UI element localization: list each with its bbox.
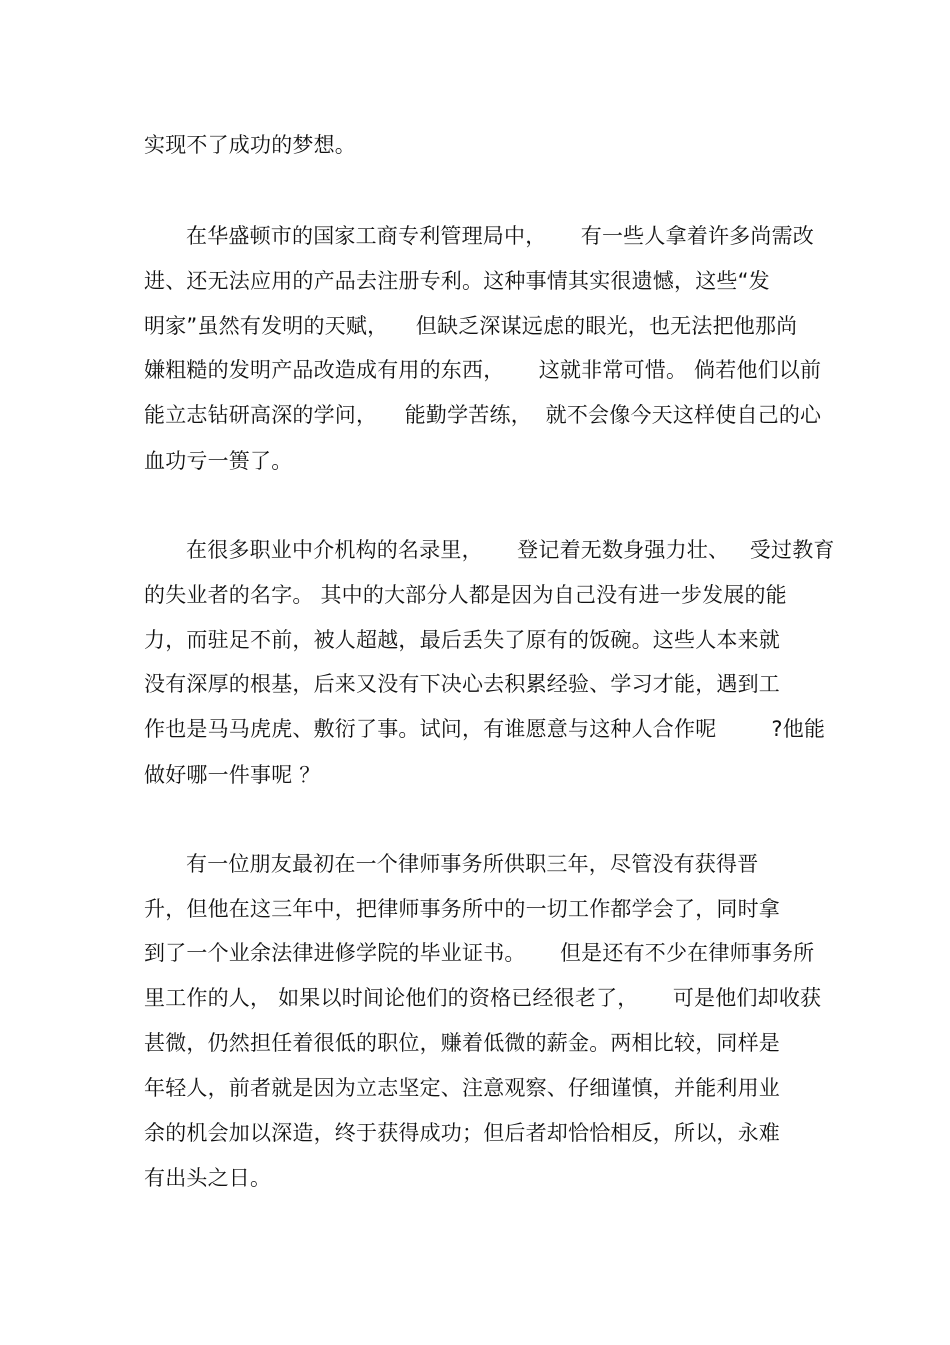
text-line: 能立志钻研高深的学问， 能勤学苦练， 就不会像今天这样使自己的心 — [144, 403, 822, 427]
text-line: 年轻人，前者就是因为立志坚定、注意观察、仔细谨慎，并能利用业 — [144, 1076, 780, 1100]
text-line: 嫌粗糙的发明产品改造成有用的东西， 这就非常可惜。 倘若他们以前 — [144, 358, 822, 382]
text-line: 做好哪一件事呢 ？ — [144, 763, 321, 787]
text-line: 在很多职业中介机构的名录里， 登记着无数身强力壮、 受过教育 — [186, 538, 835, 562]
text-line: 的失业者的名字。 其中的大部分人都是因为自己没有进一步发展的能 — [144, 583, 787, 607]
text-line: 到了一个业余法律进修学院的毕业证书。 但是还有不少在律师事务所 — [144, 941, 815, 965]
text-line: 在华盛顿市的国家工商专利管理局中， 有一些人拿着许多尚需改 — [186, 224, 814, 248]
text-line: 里工作的人， 如果以时间论他们的资格已经很老了， 可是他们却收获 — [144, 986, 822, 1010]
text-line: 实现不了成功的梦想。 — [144, 133, 356, 157]
text-line: 力，而驻足不前，被人超越，最后丢失了原有的饭碗。这些人本来就 — [144, 628, 780, 652]
text-line: 没有深厚的根基，后来又没有下决心去积累经验、学习才能，遇到工 — [144, 672, 780, 696]
text-line: 血功亏一篑了。 — [144, 449, 293, 473]
text-line: 有出头之日。 — [144, 1166, 272, 1190]
text-line: 明家”虽然有发明的天赋， 但缺乏深谋远虑的眼光，也无法把他那尚 — [144, 314, 798, 338]
text-line: 进、还无法应用的产品去注册专利。这种事情其实很遗憾，这些“发 — [144, 269, 770, 293]
text-line: 升，但他在这三年中，把律师事务所中的一切工作都学会了，同时拿 — [144, 897, 780, 921]
text-line: 有一位朋友最初在一个律师事务所供职三年，尽管没有获得晋 — [186, 852, 759, 876]
text-line: 甚微，仍然担任着很低的职位，赚着低微的薪金。两相比较，同样是 — [144, 1031, 780, 1055]
text-line: 作也是马马虎虎、敷衍了事。试问，有谁愿意与这种人合作呢 ?他能 — [144, 717, 826, 741]
text-line: 余的机会加以深造，终于获得成功；但后者却恰恰相反，所以，永难 — [144, 1121, 780, 1145]
